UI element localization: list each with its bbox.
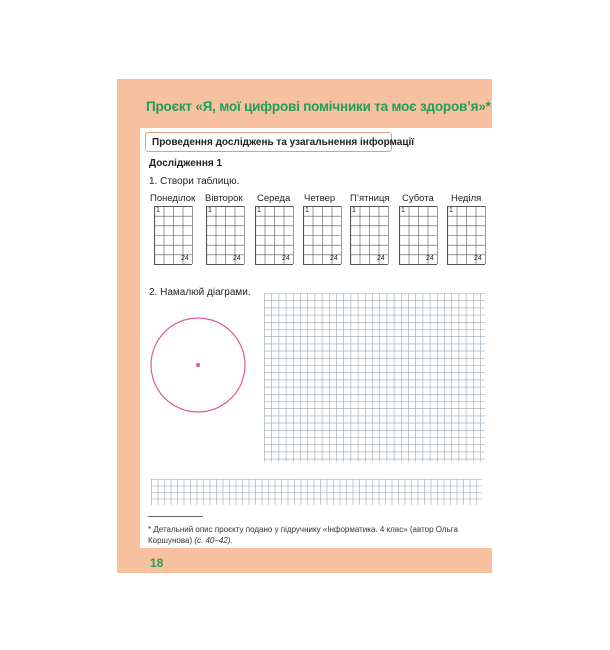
table-start-number: 1	[156, 207, 160, 214]
task-2-text: 2. Намалюй діаграми.	[149, 287, 251, 298]
table-start-number: 1	[208, 207, 212, 214]
day-label-mon: Понеділок	[150, 193, 196, 204]
table-end-number: 24	[233, 255, 241, 262]
footnote-ref: (с. 40–42).	[194, 536, 233, 545]
drawing-grid	[264, 293, 485, 462]
table-end-number: 24	[474, 255, 482, 262]
footnote	[148, 524, 488, 546]
page-title: Проєкт «Я, мої цифрові помічники та моє здоров’я»*	[146, 99, 491, 114]
day-table-3	[303, 206, 342, 270]
table-end-number: 24	[282, 255, 290, 262]
day-label-fri: П’ятниця	[350, 193, 390, 204]
table-end-number: 24	[330, 255, 338, 262]
table-start-number: 1	[352, 207, 356, 214]
task-1-text: 1. Створи таблицю.	[149, 176, 240, 187]
day-label-wed: Середа	[257, 193, 291, 204]
strip-grid	[151, 479, 482, 505]
day-label-sat: Субота	[402, 193, 434, 204]
day-label-sun: Неділя	[451, 193, 482, 204]
day-table-4	[350, 206, 389, 270]
day-table-0	[154, 206, 193, 270]
footnote-text: Детальний опис проєкту подано у підручнику «Інформатика. 4 клас» (автор Ольга Коршунова)	[148, 525, 458, 545]
pie-chart-circle	[148, 316, 248, 416]
table-end-number: 24	[426, 255, 434, 262]
table-start-number: 1	[449, 207, 453, 214]
day-table-6	[447, 206, 486, 270]
table-start-number: 1	[305, 207, 309, 214]
footnote-mark: *	[148, 525, 152, 534]
day-table-2	[255, 206, 294, 270]
footnote-divider	[148, 516, 203, 517]
table-end-number: 24	[181, 255, 189, 262]
table-start-number: 1	[401, 207, 405, 214]
day-label-thu: Четвер	[304, 193, 336, 204]
page-number: 18	[150, 556, 164, 570]
day-table-5	[399, 206, 438, 270]
day-table-1	[206, 206, 245, 270]
table-end-number: 24	[377, 255, 385, 262]
day-label-tue: Вівторок	[205, 193, 243, 204]
study-heading: Дослідження 1	[149, 158, 223, 169]
table-start-number: 1	[257, 207, 261, 214]
section-title-box: Проведення досліджень та узагальнення інформації	[145, 132, 392, 152]
